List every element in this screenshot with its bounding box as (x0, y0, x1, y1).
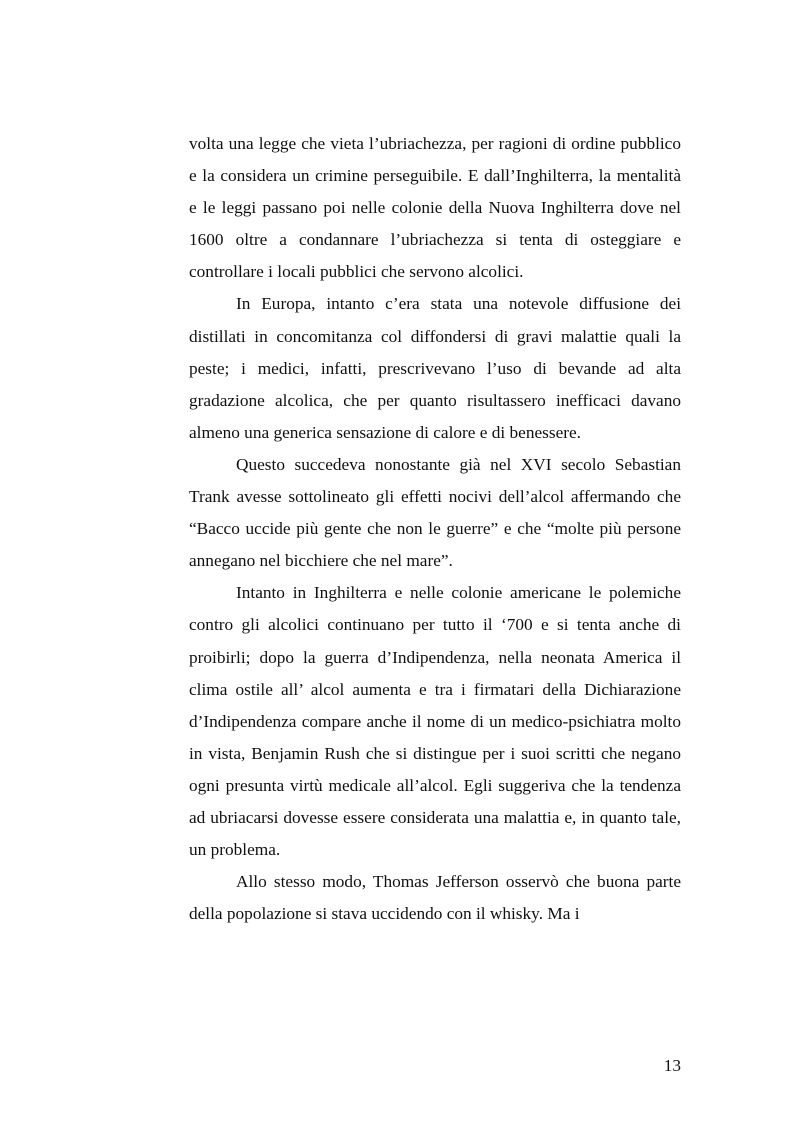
page-number: 13 (663, 1056, 681, 1075)
paragraph-5: Allo stesso modo, Thomas Jefferson osservò che buona parte della popolazione si stava uccidendo con il whisky. Ma i (189, 872, 681, 924)
paragraph-2: In Europa, intanto c’era stata una notevole diffusione dei distillati in concomitanza col diffondersi di gravi malattie quali la peste; i medici, infatti, prescrivevano l’uso di bevande ad alta gradazione alcolica, che per quanto risultassero inefficaci davano almeno una generica sensazione di calore e di benessere. (189, 294, 681, 442)
paragraph-4: Intanto in Inghilterra e nelle colonie americane le polemiche contro gli alcolici continuano per tutto il ‘700 e si tenta anche di proibirli; dopo la guerra d’Indipendenza, nella neonata America il clima ostile all’ alcol aumenta e tra i firmatari della Dichiarazione d’Indipendenza compare anche il nome di un medico-psichiatra molto in vista, Benjamin Rush che si distingue per i suoi scritti che negano ogni presunta virtù medicale all’alcol. Egli suggeriva che la tendenza ad ubriacarsi dovesse essere considerata una malattia e, in quanto tale, un problema. (189, 583, 681, 860)
body-text (189, 128, 681, 930)
paragraph-1: volta una legge che vieta l’ubriachezza, per ragioni di ordine pubblico e la considera un crimine perseguibile. E dall’Inghilterra, la mentalità e le leggi passano poi nelle colonie della Nuova Inghilterra dove nel 1600 oltre a condannare l’ubriachezza si tenta di osteggiare e controllare i locali pubblici che servono alcolici. (189, 134, 681, 282)
paragraph-3: Questo succedeva nonostante già nel XVI secolo Sebastian Trank avesse sottolineato gli effetti nocivi dell’alcol affermando che “Bacco uccide più gente che non le guerre” e che “molte più persone annegano nel bicchiere che nel mare”. (189, 454, 681, 571)
